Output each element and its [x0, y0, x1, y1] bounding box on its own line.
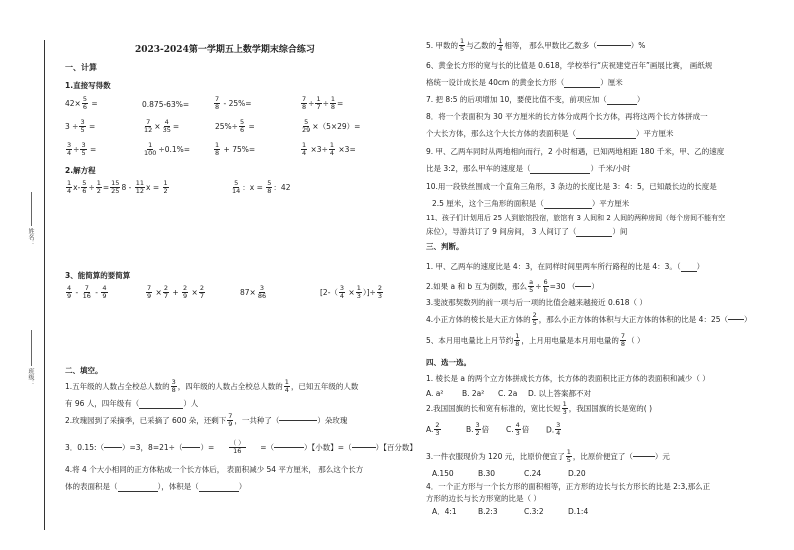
answer-blank[interactable]: [681, 271, 697, 272]
answer-blank[interactable]: [544, 208, 592, 209]
fill-q8-line2: 个大长方体，那么这个大长方体的表面积是（ ）平方厘米: [426, 129, 674, 138]
simplify-4: [2-（ $\frac{3}{4}$ × $\frac{1}{3}$ ）]÷ $\frac{2}{3}$: [320, 284, 382, 300]
section-fill-heading: 二、填空。: [65, 366, 103, 375]
calc-1: 42× $\frac{5}{6}$ =: [65, 95, 98, 111]
choice-1-options: [426, 388, 591, 399]
simplify-3: 87× $\frac{3}{86}$: [240, 284, 267, 300]
choice-4-options: [432, 506, 588, 517]
choice-1: 1. 棱长是 a 的两个立方体拼成长方体，长方体的表面积比正方体的表面积和减少（ ）: [426, 374, 710, 383]
judge-3: 3.斐波那契数列的前一项与后一项的比值会越来越接近 0.618（ ）: [426, 298, 647, 307]
option-c[interactable]: C.3:2: [524, 507, 544, 516]
fill-q8-line1: 8．将一个表面积为 30 平方厘米的长方体分成两个长方体，再将这两个长方体拼成一: [426, 112, 708, 121]
judge-2: 2.如果 a 和 b 互为倒数，那么 $\frac{a}{5}$ ÷ $\frac{6}{b}$ =30 （ ）: [426, 278, 599, 294]
choice-2-options: [426, 422, 562, 437]
answer-blank[interactable]: [279, 420, 317, 421]
answer-blank[interactable]: [576, 236, 612, 237]
fill-q6-line1: 6、黄金长方形的宽与长的比值是 0.618，学校举行“庆祝建党百年”画展比赛， 画纸规: [426, 61, 713, 70]
fill-q10-line2: 2.5 厘米，这个三角形的面积是（ ）平方厘米: [432, 199, 630, 208]
answer-blank[interactable]: [104, 447, 122, 448]
answer-blank[interactable]: [274, 447, 304, 448]
calc-5: 3 ÷ $\frac{3}{5}$ =: [65, 118, 96, 134]
fill-q4-line2: 体的表面积是（ ），体积是（ ）: [65, 482, 247, 491]
option-d[interactable]: D.20: [568, 469, 586, 478]
subsection-simplify: 3、能简算的要简算: [65, 271, 131, 280]
fill-q3: 3．0.15:（ ）=3，8=21÷（ ）= $\frac{( )}{16}$ =（ ）【小数】=（ ）【百分数】: [65, 439, 417, 455]
calc-4: $\frac{7}{8}$ ÷ $\frac{1}{7}$ ÷ $\frac{1}{8}$ =: [302, 95, 344, 111]
choice-4-line1: 4．一个正方形与一个长方形的面积相等，正方形的边长与长方形长的比是 2:3,那么正: [426, 482, 711, 491]
answer-blank[interactable]: [597, 45, 631, 46]
fill-q7: 7. 把 8:5 的后项增加 10，要使比值不变，前项应加（ ）: [426, 95, 645, 104]
choice-3: 3.一件衣服现价为 120 元，比原价便宜了 $\frac{1}{5}$ ，比原价便宜了（ ）元: [426, 448, 670, 464]
option-d[interactable]: D.1:4: [568, 507, 589, 516]
option-c[interactable]: C. $\frac{4}{3}$ 倍: [506, 421, 530, 437]
equation-1: $\frac{1}{4}$ x- $\frac{5}{6}$ ÷ $\frac{1}{2}$ = $\frac{15}{25}$ 8 - $\frac{11}{12}$ x = $\frac{1}{2}$: [67, 179, 168, 195]
choice-3-options: [432, 468, 586, 479]
subsection-equations: 2.解方程: [65, 166, 96, 175]
choice-2: 2.我国国旗的长和宽有标准的，宽比长短 $\frac{1}{3}$ ，我国国旗的长是宽的( ): [426, 400, 653, 416]
answer-blank[interactable]: [564, 87, 600, 88]
calc-12: $\frac{1}{4}$ ×3÷ $\frac{1}{4}$ ×3=: [302, 141, 356, 157]
option-d[interactable]: D. $\frac{3}{4}$: [546, 421, 561, 437]
option-b[interactable]: B.30: [478, 469, 496, 478]
choice-4-line2: 方形的边长与长方形宽的比是（ ）: [426, 494, 541, 503]
fill-q2: 2.玫瑰园到了采摘季，已采摘了 600 朵，还剩下 $\frac{7}{9}$ ，一共种了（ ）朵玫瑰: [65, 412, 348, 428]
option-b[interactable]: B. 2a²: [462, 389, 485, 398]
answer-blank[interactable]: [607, 104, 637, 105]
name-label: 姓名：: [27, 228, 34, 246]
calc-6: $\frac{7}{12}$ × $\frac{4}{35}$ =: [144, 118, 180, 134]
answer-blank[interactable]: [576, 138, 636, 139]
calc-2: 0.875-63%=: [142, 100, 190, 109]
answer-blank[interactable]: [118, 491, 158, 492]
calc-8: $\frac{5}{29}$ ×（5×29）=: [302, 118, 361, 134]
option-b[interactable]: B.2:3: [478, 507, 498, 516]
section-choice-heading: 四、选一选。: [426, 358, 471, 367]
answer-blank[interactable]: [575, 286, 591, 287]
answer-blank[interactable]: [139, 408, 183, 409]
answer-blank[interactable]: [530, 173, 590, 174]
left-margin-line: [44, 40, 45, 530]
page-title: 2023-2024第一学期五上数学期末综合练习: [135, 45, 315, 55]
answer-blank[interactable]: [633, 456, 655, 457]
simplify-2: $\frac{7}{9}$ × $\frac{2}{7}$ + $\frac{2}{9}$ × $\frac{2}{7}$: [147, 284, 204, 300]
calc-9: $\frac{3}{4}$ ÷ $\frac{3}{5}$ =: [67, 141, 97, 157]
answer-blank[interactable]: [352, 447, 376, 448]
calc-7: 25%÷ $\frac{5}{6}$ =: [215, 118, 255, 134]
option-a[interactable]: A.150: [432, 469, 454, 478]
fill-q11-line2: 床位），导游共订了 9 间房间， 3 人间订了（ ）间: [426, 227, 628, 236]
fill-q11-line1: 11、孩子们计划用后 25 人到旅馆投宿，旅馆有 3 人间和 2 人间的两种房间（每个房间不能有空: [426, 214, 726, 222]
judge-1: 1. 甲、乙两车的速度比是 4：3，在同样时间里两车所行路程的比是 4：3。（ ）: [426, 262, 705, 271]
fill-q1-line2: 有 96 人，四年级有（ ）人: [65, 399, 199, 408]
fill-q10-line1: 10.用一段铁丝围成一个直角三角形，3 条边的长度比是 3：4：5，已知最长边的长度是: [426, 182, 717, 191]
option-a[interactable]: A．4:1: [432, 507, 457, 516]
answer-blank[interactable]: [728, 319, 744, 320]
answer-blank[interactable]: [182, 447, 200, 448]
calc-11: $\frac{1}{8}$ + 75%=: [215, 141, 256, 157]
fill-q6-line2: 格统一设计成长是 40cm 的黄金长方形（ ）厘米: [426, 78, 623, 87]
option-d[interactable]: D. 以上答案都不对: [528, 389, 592, 398]
section-calc-heading: 一、计算: [65, 63, 97, 72]
fill-q9-line2: 比是 3:2，那么甲车的速度是（ ）千米/小时: [426, 164, 631, 173]
fill-q4-line1: 4.将 4 个大小相同的正方体粘成一个长方体后， 表面积减少 54 平方厘米， 那么这个长方: [65, 465, 364, 474]
fill-q5: 5. 甲数的 $\frac{1}{5}$ 与乙数的 $\frac{1}{4}$ 相等， 那么甲数比乙数多（ ）%: [426, 37, 646, 53]
class-label: 班级：: [27, 368, 34, 386]
simplify-1: $\frac{4}{9}$ - $\frac{7}{16}$ - $\frac{4}{9}$: [67, 284, 107, 300]
judge-4: 4.小正方体的棱长是大正方体的 $\frac{2}{5}$ ，那么小正方体的体积与大正方体的体积的比是 4：25（ ）: [426, 311, 752, 327]
equation-2: $\frac{5}{14}$ ：x = $\frac{5}{8}$ ：42: [232, 179, 291, 195]
option-c[interactable]: C. 2a: [498, 389, 518, 398]
calc-10: $\frac{1}{100}$ ÷0.1%=: [144, 141, 191, 157]
fill-q9-line1: 9. 甲、乙两车同时从两地相向而行，2 小时相遇，已知两地相距 180 千米，甲、乙的速度: [426, 147, 725, 156]
class-underline: [31, 330, 32, 366]
answer-blank[interactable]: [199, 491, 239, 492]
name-underline: [31, 192, 32, 226]
option-a[interactable]: A. a²: [426, 389, 444, 398]
option-a[interactable]: A. $\frac{2}{3}$: [426, 421, 440, 437]
fill-q1-line1: 1.五年级的人数占全校总人数的 $\frac{3}{8}$ ，四年级的人数占全校总人数的 $\frac{1}{4}$ ，已知五年级的人数: [65, 378, 359, 394]
calc-3: $\frac{7}{8}$ - 25%=: [215, 95, 252, 111]
option-b[interactable]: B. $\frac{3}{2}$ 倍: [466, 421, 490, 437]
judge-5: 5、本月用电量比上月节约 $\frac{1}{8}$ ，上月用电量是本月用电量的 $\frac{7}{8}$ （ ）: [426, 332, 645, 348]
section-judge-heading: 三、判断。: [426, 242, 464, 251]
subsection-direct: 1.直接写得数: [65, 81, 111, 90]
option-c[interactable]: C.24: [524, 469, 542, 478]
